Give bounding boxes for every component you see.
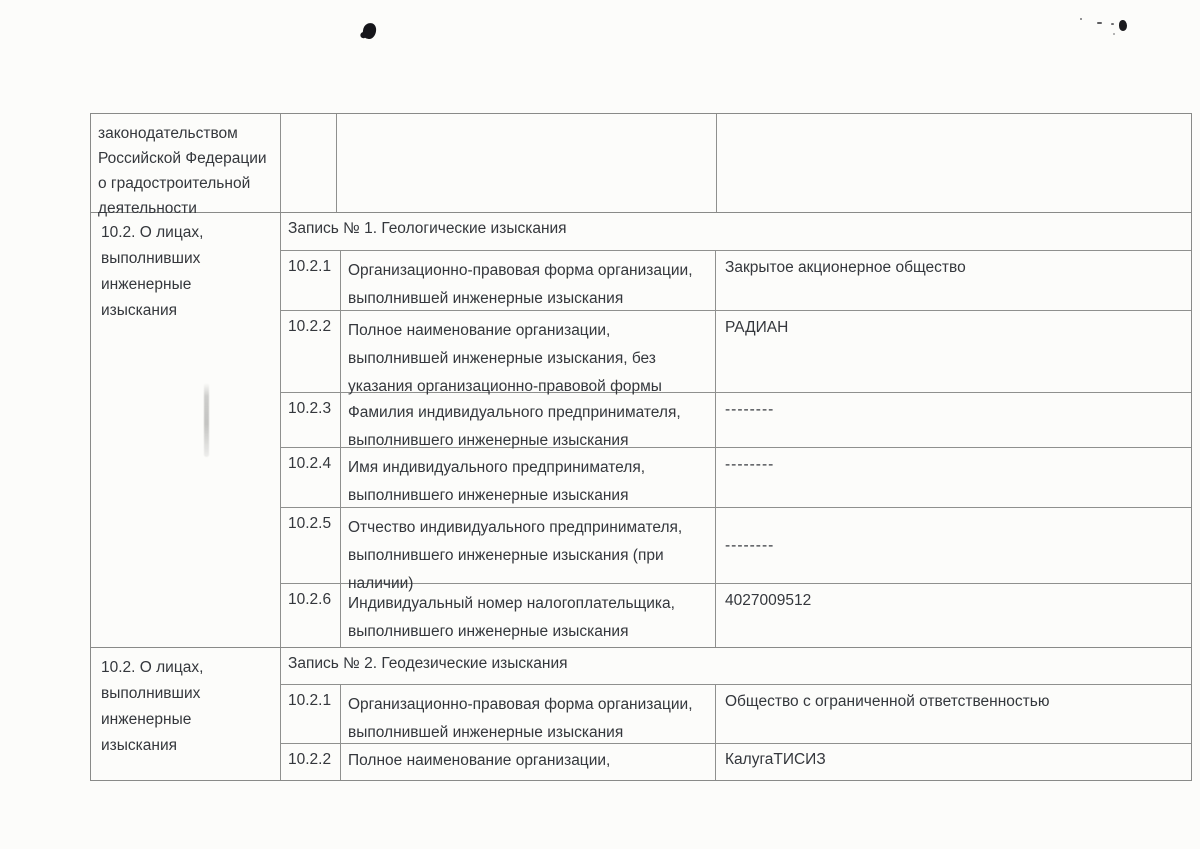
row-number: 10.2.5 [281,508,341,583]
table-row [281,685,1191,744]
section-record-2 [91,648,1191,780]
empty-number-cell [281,114,337,212]
table-row [281,448,1191,508]
table-row [281,744,1191,780]
row-value: КалугаТИСИЗ [725,751,826,768]
row-number: 10.2.6 [281,584,341,647]
section-left-label [91,213,281,647]
section-record-1 [91,213,1191,648]
row-label: Организационно-правовая форма организации, выполнившей инженерные изыскания [341,251,716,310]
row-number: 10.2.1 [281,685,341,743]
row-value: Общество с ограниченной ответственностью [725,693,1050,710]
row-number: 10.2.1 [281,251,341,310]
record-header: Запись № 2. Геодезические изыскания [281,648,1191,685]
row-value: Закрытое акционерное общество [725,259,966,276]
scan-speck [1080,18,1082,20]
row-number: 10.2.4 [281,448,341,507]
ink-blot-artifact [362,22,377,40]
row-label: Индивидуальный номер налогоплательщика, выполнившего инженерные изыскания [341,584,716,647]
section-record-2-rows [281,648,1191,780]
row-value: РАДИАН [725,319,789,336]
row-label: Фамилия индивидуального предпринимателя, выполнившего инженерные изыскания [341,393,716,447]
section-left-label-text: 10.2. О лицах, выполнивших инженерные изыскания [101,224,204,319]
row-value: -------- [725,401,775,418]
section-left-label [91,648,281,780]
row-value: 4027009512 [725,592,812,609]
row-number: 10.2.3 [281,393,341,447]
row-label: Имя индивидуального предпринимателя, выполнившего инженерные изыскания [341,448,716,507]
row-label: Полное наименование организации, [341,744,716,780]
continuation-left-text: законодательством Российской Федерации о градостроительной деятельности [91,114,281,212]
row-value: -------- [725,536,775,554]
table-row-continuation [91,114,1191,217]
row-label: Полное наименование организации, выполнившей инженерные изыскания, без указания организационно-правовой формы [341,311,716,392]
row-value: -------- [725,456,775,473]
section-record-1-rows [281,213,1191,647]
scan-speck [1097,22,1102,24]
empty-value-cell [717,114,1191,212]
section-left-label-text: 10.2. О лицах, выполнивших инженерные изыскания [101,659,204,754]
record-header: Запись № 1. Геологические изыскания [281,213,1191,251]
row-label: Организационно-правовая форма организации, выполнившей инженерные изыскания [341,685,716,743]
scan-speck [1113,33,1115,35]
row-number: 10.2.2 [281,744,341,780]
table-row [281,311,1191,393]
scan-speck [1111,23,1114,25]
row-number: 10.2.2 [281,311,341,392]
table-row [281,251,1191,311]
table-row [281,393,1191,448]
scan-speck [1119,20,1127,31]
table-row [281,584,1191,647]
table-row [281,508,1191,592]
row-label: Отчество индивидуального предпринимателя, выполнившего инженерные изыскания (при наличии) [341,508,716,583]
empty-description-cell [337,114,717,212]
document-table [90,113,1192,781]
